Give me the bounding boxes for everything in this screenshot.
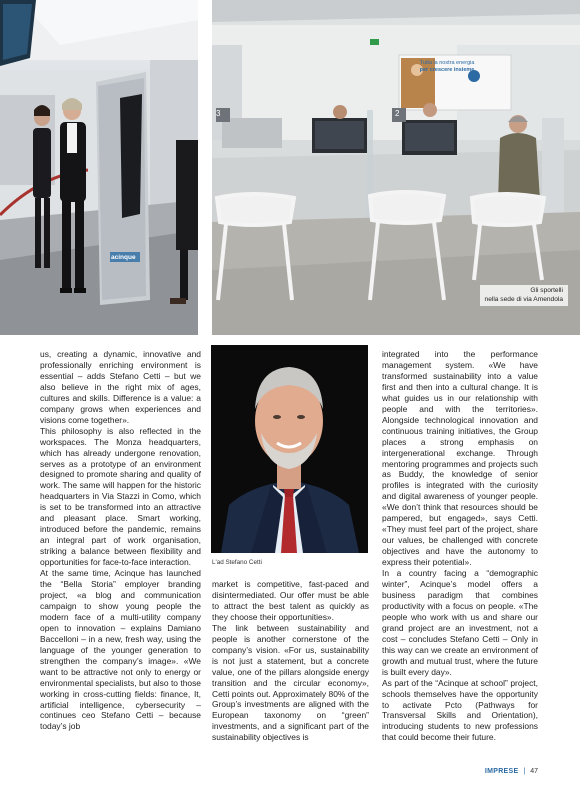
offices-caption-line-2: nella sede di via Amendola xyxy=(484,295,563,303)
desk-number-2: 2 xyxy=(395,109,400,118)
article-column-3 xyxy=(382,349,538,743)
column-1-paragraph: This philosophy is also reflected in the workspaces. The Monza headquarters, which has already undergone renovation, serves as a prototype of an environment designed to promote sharing and quality of work. The same will happen for the historic headquarters in Via Stazzi in Como, which is set to be transformed into an attractive and pleasant place. Smart working, introduced before the pandemic, remains an integral part of work organisation, striking a balance between flexibility and opportunities for face-to-face interaction. xyxy=(40,425,201,568)
kiosk-logo: acinque xyxy=(111,254,136,261)
article-column-1 xyxy=(40,349,201,732)
banner-line-2: per crescere insieme xyxy=(419,66,475,73)
offices-caption-line-1: Gli sportelli xyxy=(530,287,563,294)
page-footer xyxy=(485,768,538,775)
lobby-photo xyxy=(0,0,198,335)
desk-number-3: 3 xyxy=(216,109,221,118)
column-3-paragraph: As part of the “Acinque at school” project, schools themselves have the opportunity to activate Pcto (Pathways for Transversal Skills and Orientation), introducing students to new professions that could become their future. xyxy=(382,677,538,743)
column-1-paragraph: us, creating a dynamic, innovative and professionally enriching environment is essential – adds Stefano Cetti – but we also believe in the right mix of ages, cultures and skills. Difference is a value: a company grows when experiences and visions come together». xyxy=(40,349,201,425)
offices-photo-caption xyxy=(480,285,568,306)
footer-separator: | xyxy=(523,768,526,775)
banner-text xyxy=(402,60,492,73)
section-name: IMPRESE xyxy=(484,768,519,775)
lobby-photo-illustration xyxy=(0,0,198,335)
column-3-paragraph: integrated into the performance management system. «We have transformed sustainability into a value first and then into a cultural change. It is what guides us in our relationship with people and with the territories». Alongside technological innovation and continuous training initiatives, the Group places a strong emphasis on intergenerational exchange. Through mentoring programmes and projects such as Buddy, the knowledge of senior profiles is integrated with the curiosity and digital awareness of younger people. «We don’t think that resources should be pampered, but engaged», says Cetti. «They must feel part of the project, share our values, be challenged with concrete objectives and have the autonomy to express their potential». xyxy=(382,349,538,568)
page-number: 47 xyxy=(530,768,538,775)
portrait-caption: L'ad Stefano Cetti xyxy=(212,559,262,566)
column-2-paragraph: market is competitive, fast-paced and disintermediated. Our offer must be able to attract the best talent as quickly as they choose their opportunities». xyxy=(212,579,369,622)
column-1-paragraph: At the same time, Acinque has launched the “Bella Storia” employer branding project, «a blog and communication campaign to show young people the modern face of a multi-utility company open to innovation – explains Damiano Baccelloni – in a new, fresh way, using the language of the younger generation to strengthen the company’s image». «We want to be attractive not only to energy or environmental specialists, but also to those working in cross-cutting fields: finance, It, artificial intelligence, cybersecurity – continues ceo Stefano Cetti – because today’s job xyxy=(40,568,201,732)
column-2-paragraph: The link between sustainability and people is another cornerstone of the company’s vision. «For us, sustainability is not just a statement, but a concrete value, one of the pillars alongside energy transition and the circular economy», Cetti points out. Approximately 80% of the Group’s investments are aligned with the European taxonomy on “green” investments, and a significant part of the sustainability objectives is xyxy=(212,622,369,743)
column-3-paragraph: In a country facing a “demographic winter”, Acinque’s model offers a business paradigm that combines productivity with a focus on people. «The people who work with us and share our grand project are an investment, not a cost – concludes Stefano Cetti – Only in this way can we create an environment of growth and mutual trust, where the future is built every day». xyxy=(382,568,538,677)
ceo-portrait xyxy=(211,345,368,553)
ceo-portrait-illustration xyxy=(211,345,368,553)
banner-line-1: Tutta la nostra energia xyxy=(419,60,475,66)
article-column-2 xyxy=(212,579,369,743)
